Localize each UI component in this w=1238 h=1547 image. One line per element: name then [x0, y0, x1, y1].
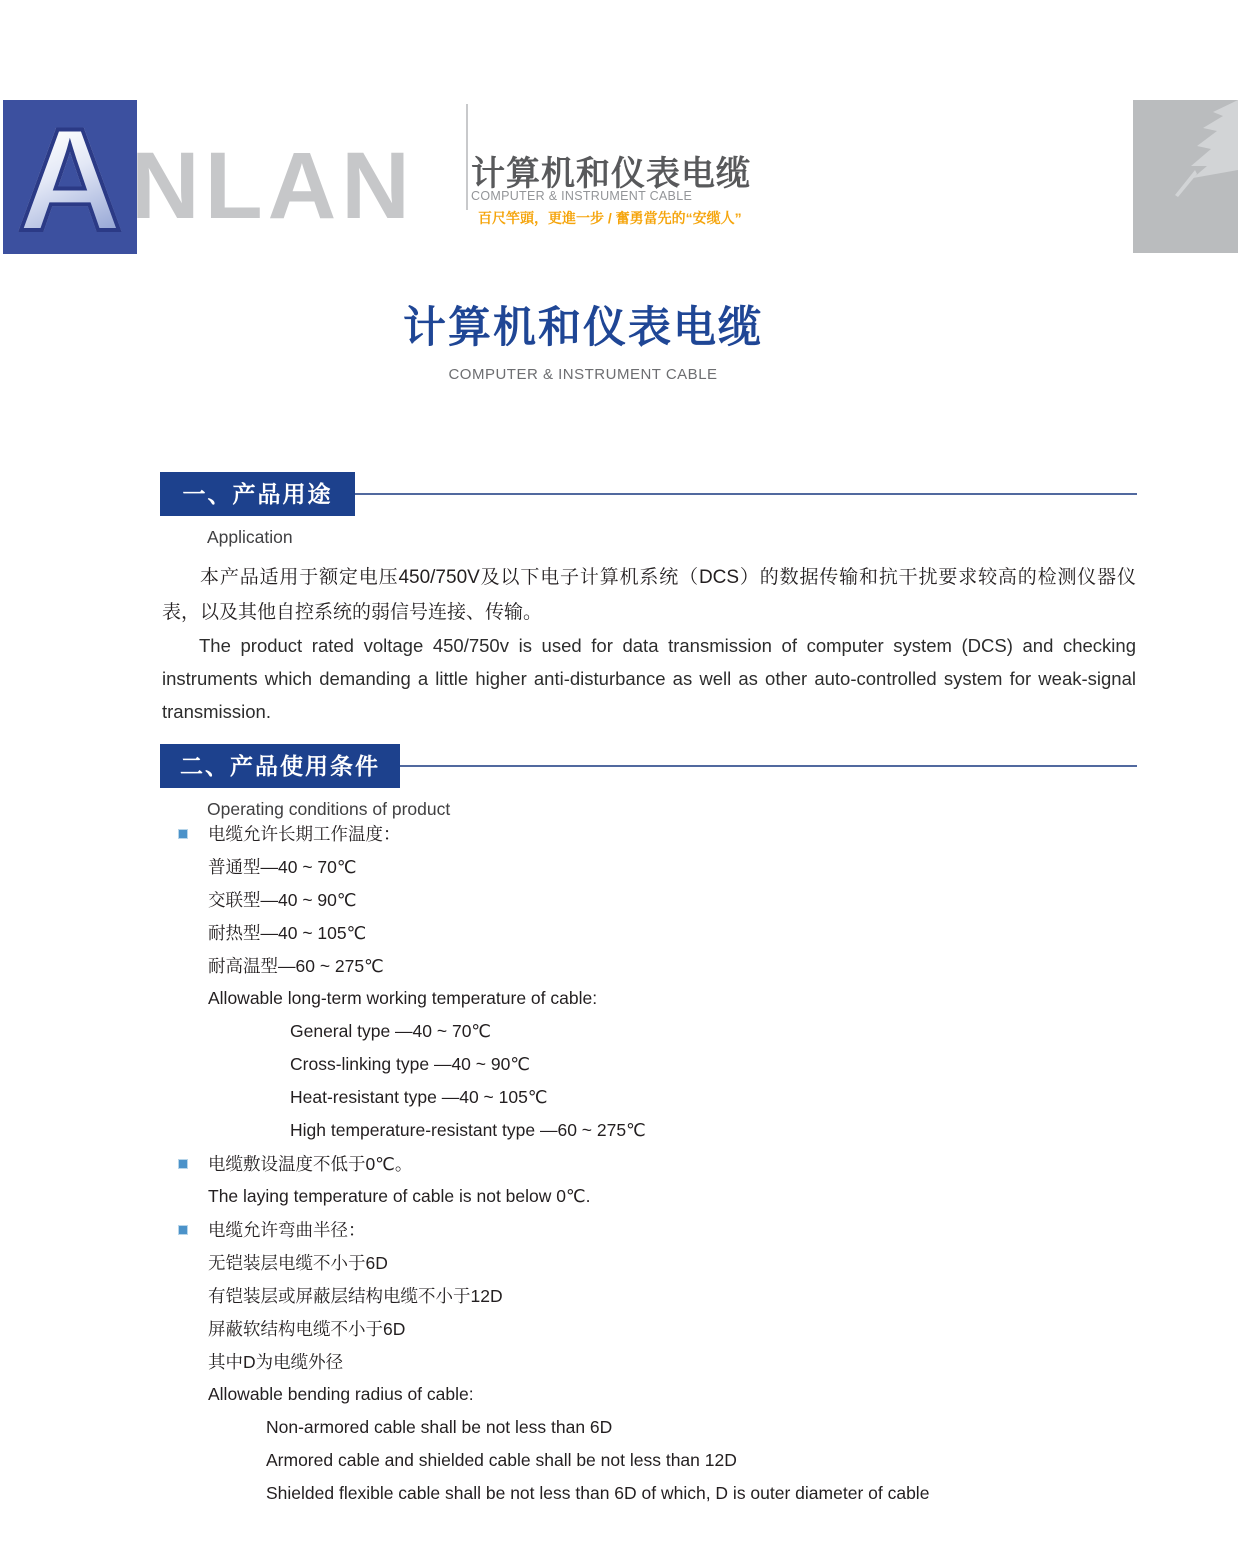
condition-line: Allowable bending radius of cable: [208, 1384, 474, 1404]
section-application-title: 一、产品用途 [160, 472, 355, 516]
condition-row [160, 1246, 1137, 1279]
condition-row [160, 1477, 1137, 1510]
application-paragraph-en: The product rated voltage 450/750v is used for data transmission of computer system (DCS) and checking instruments which demanding a little higher anti-disturbance as well as other auto-controlled system for weak-signal transmission. [162, 635, 1136, 722]
condition-row [160, 1180, 1137, 1213]
application-paragraph-cn: 本产品适用于额定电压450/750V及以下电子计算机系统（DCS）的数据传输和抗干扰要求较高的检测仪器仪表，以及其他自控系统的弱信号连接、传输。 [162, 567, 1136, 623]
condition-line: High temperature-resistant type —60 ~ 275℃ [290, 1120, 646, 1140]
condition-row [160, 1015, 1137, 1048]
bullet-square-icon [178, 1159, 188, 1169]
condition-row [160, 850, 1137, 883]
section-application [160, 472, 1137, 548]
condition-line: 交联型—40 ~ 90℃ [208, 890, 357, 910]
condition-row [160, 916, 1137, 949]
condition-row [160, 1114, 1137, 1147]
page-subtitle: COMPUTER & INSTRUMENT CABLE [448, 366, 718, 383]
anlan-logo-mark [3, 100, 137, 254]
condition-row [160, 1312, 1137, 1345]
section-application-header [160, 472, 1137, 516]
condition-line: Shielded flexible cable shall be not less than 6D of which, D is outer diameter of cable [266, 1483, 930, 1503]
condition-line: 耐高温型—60 ~ 275℃ [208, 956, 384, 976]
condition-line: 电缆允许长期工作温度： [208, 824, 401, 844]
condition-line: 无铠装层电缆不小于6D [208, 1253, 388, 1273]
header-corner-graphic [1133, 100, 1238, 253]
section-conditions-title: 二、产品使用条件 [160, 744, 400, 788]
page-title: 计算机和仪表电缆 [403, 304, 763, 352]
condition-row [160, 883, 1137, 916]
section-conditions [160, 744, 1137, 820]
condition-row [160, 1378, 1137, 1411]
condition-line: 有铠装层或屏蔽层结构电缆不小于12D [208, 1286, 503, 1306]
condition-row [160, 1444, 1137, 1477]
section-rule [400, 765, 1137, 767]
condition-line: 电缆允许弯曲半径： [208, 1220, 366, 1240]
condition-line: Non-armored cable shall be not less than 6D [266, 1417, 613, 1437]
page-title-block [0, 294, 1166, 383]
condition-line: 屏蔽软结构电缆不小于6D [208, 1319, 406, 1339]
header-divider [466, 104, 468, 210]
condition-row [160, 1081, 1137, 1114]
condition-line: Armored cable and shielded cable shall be not less than 12D [266, 1450, 737, 1470]
leaf-icon [1133, 100, 1238, 253]
section-application-subtitle: Application [207, 527, 293, 547]
header-product-title-en: COMPUTER & INSTRUMENT CABLE [471, 189, 693, 203]
condition-line: General type —40 ~ 70℃ [290, 1021, 492, 1041]
condition-line: 耐热型—40 ~ 105℃ [208, 923, 367, 943]
condition-row [160, 982, 1137, 1015]
condition-line: The laying temperature of cable is not below 0℃. [208, 1186, 591, 1206]
condition-row [160, 1345, 1137, 1378]
header-tagline: 百尺竿頭，更進一步 / 奮勇當先的“安缆人” [478, 210, 742, 226]
condition-row [160, 949, 1137, 982]
condition-row [160, 1048, 1137, 1081]
condition-row [160, 1411, 1137, 1444]
header-product-title-cn: 计算机和仪表电缆 [471, 155, 751, 193]
condition-row [160, 1213, 1137, 1246]
condition-line: 电缆敷设温度不低于0℃。 [208, 1154, 413, 1174]
bullet-square-icon [178, 829, 188, 839]
condition-line: Allowable long-term working temperature of cable: [208, 988, 598, 1008]
bullet-square-icon [178, 1225, 188, 1235]
condition-row [160, 817, 1137, 850]
condition-row [160, 1279, 1137, 1312]
condition-line: Heat-resistant type —40 ~ 105℃ [290, 1087, 548, 1107]
section-conditions-header [160, 744, 1137, 788]
condition-line: Cross-linking type —40 ~ 90℃ [290, 1054, 530, 1074]
section-conditions-subtitle: Operating conditions of product [207, 799, 451, 819]
anlan-logo-text: NLAN [131, 133, 415, 239]
conditions-list [160, 817, 1137, 1510]
condition-row [160, 1147, 1137, 1180]
section-rule [355, 493, 1137, 495]
condition-line: 其中D为电缆外径 [208, 1352, 344, 1372]
condition-line: 普通型—40 ~ 70℃ [208, 857, 357, 877]
letter-a-logo-icon: A [17, 100, 123, 254]
